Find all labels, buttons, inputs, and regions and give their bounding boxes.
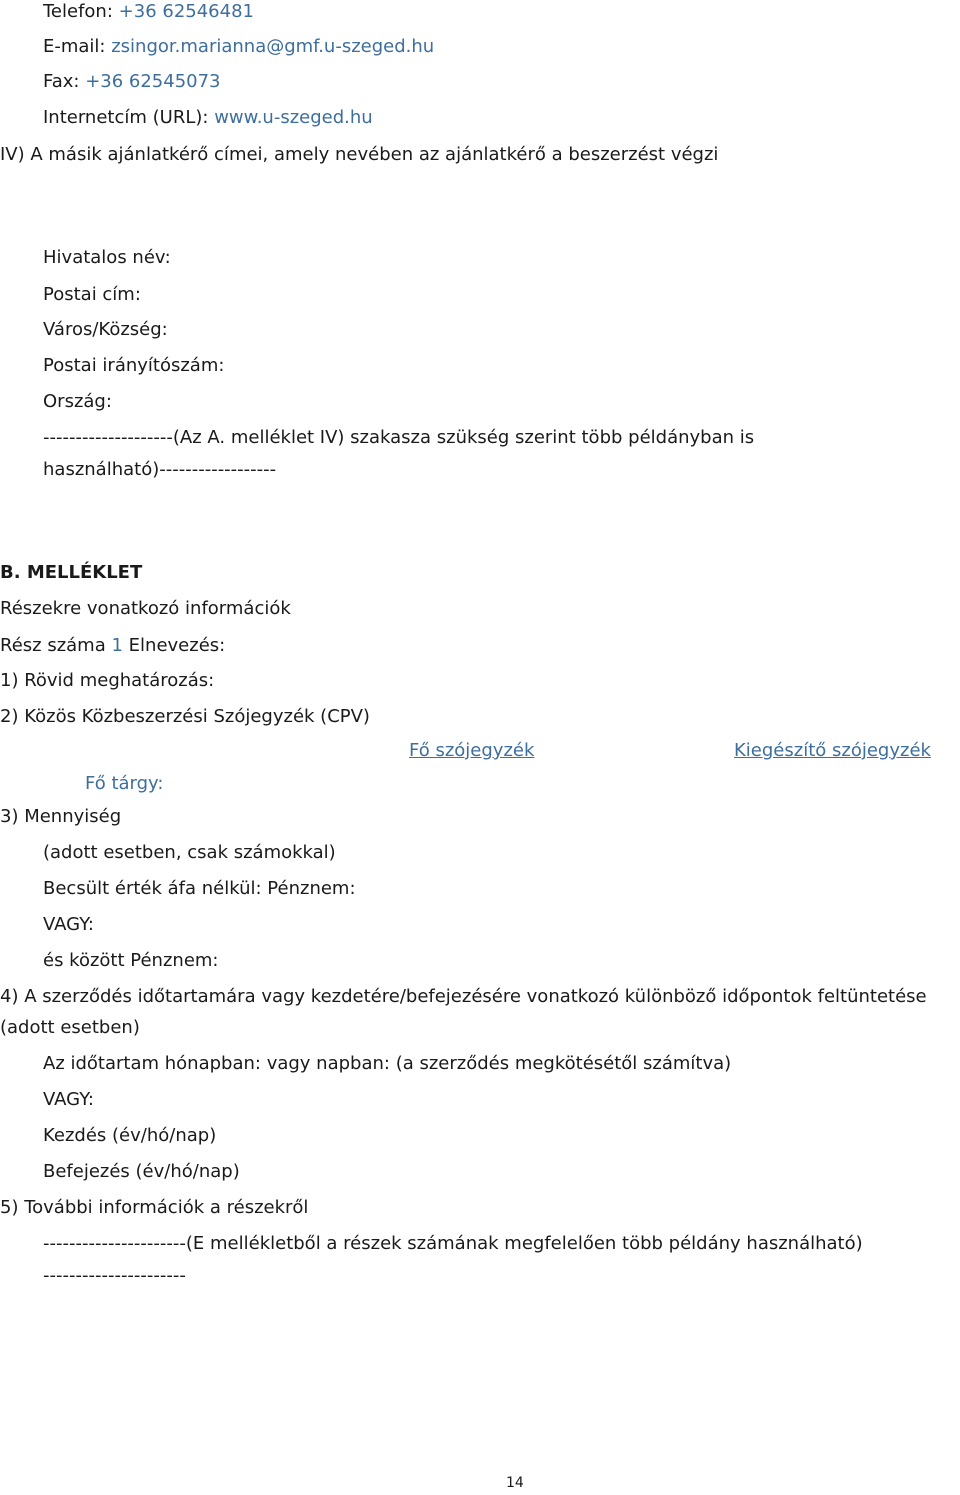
- cpv-label: 2) Közös Közbeszerzési Szójegyzék (CPV): [0, 706, 370, 727]
- postal-code-label: Postai irányítószám:: [43, 355, 225, 376]
- between-label: és között Pénznem:: [43, 950, 219, 971]
- postal-address-label: Postai cím:: [43, 284, 141, 305]
- email-row: [43, 35, 434, 59]
- start-date-label: Kezdés (év/hó/nap): [43, 1125, 217, 1146]
- estimated-value-label: Becsült érték áfa nélkül: Pénznem:: [43, 878, 356, 899]
- phone-row: [43, 0, 254, 24]
- page-number: 14: [506, 1475, 524, 1491]
- main-object-label: Fő tárgy:: [85, 773, 164, 794]
- fax-value: +36 62545073: [85, 71, 221, 92]
- part-number: 1: [111, 635, 123, 656]
- supplementary-vocabulary-link[interactable]: Kiegészítő szójegyzék: [734, 740, 931, 761]
- section-iv-note-line1: --------------------(Az A. melléklet IV) szakasza szükség szerint több példányban is: [43, 427, 755, 448]
- quantity-label: 3) Mennyiség: [0, 806, 122, 827]
- main-vocabulary-link[interactable]: Fő szójegyzék: [409, 740, 535, 761]
- fax-row: [43, 70, 221, 94]
- additional-info-label: 5) További információk a részekről: [0, 1197, 309, 1218]
- part-name-label: Elnevezés:: [128, 635, 226, 656]
- or-label-2: VAGY:: [43, 1089, 94, 1110]
- duration-months-label: Az időtartam hónapban: vagy napban: (a szerződés megkötésétől számítva): [43, 1053, 732, 1074]
- url-row: [43, 106, 373, 130]
- short-description-label: 1) Rövid meghatározás:: [0, 670, 215, 691]
- or-label-1: VAGY:: [43, 914, 94, 935]
- email-label: E-mail:: [43, 36, 106, 57]
- section-iv-heading: IV) A másik ajánlatkérő címei, amely nevében az ajánlatkérő a beszerzést végzi: [0, 144, 719, 165]
- phone-label: Telefon:: [43, 1, 113, 22]
- city-label: Város/Község:: [43, 319, 168, 340]
- country-label: Ország:: [43, 391, 112, 412]
- url-label: Internetcím (URL):: [43, 107, 209, 128]
- official-name-label: Hivatalos név:: [43, 247, 171, 268]
- part-row: [0, 634, 225, 658]
- section-iv-note-line2: használható)------------------: [43, 459, 277, 480]
- email-link[interactable]: zsingor.marianna@gmf.u-szeged.hu: [111, 36, 435, 57]
- duration-heading-line2: (adott esetben): [0, 1017, 140, 1038]
- phone-value: +36 62546481: [118, 1, 254, 22]
- annex-b-note-line1: ----------------------(E mellékletből a részek számának megfelelően több példány használható): [43, 1233, 863, 1254]
- end-date-label: Befejezés (év/hó/nap): [43, 1161, 240, 1182]
- url-link[interactable]: www.u-szeged.hu: [214, 107, 373, 128]
- numbers-only-note: (adott esetben, csak számokkal): [43, 842, 336, 863]
- annex-b-subtitle: Részekre vonatkozó információk: [0, 598, 291, 619]
- fax-label: Fax:: [43, 71, 80, 92]
- part-label: Rész száma: [0, 635, 106, 656]
- duration-heading-line1: 4) A szerződés időtartamára vagy kezdetére/befejezésére vonatkozó különböző időpontok feltüntetése: [0, 986, 927, 1007]
- annex-b-title: B. MELLÉKLET: [0, 562, 143, 583]
- annex-b-note-line2: ----------------------: [43, 1265, 186, 1286]
